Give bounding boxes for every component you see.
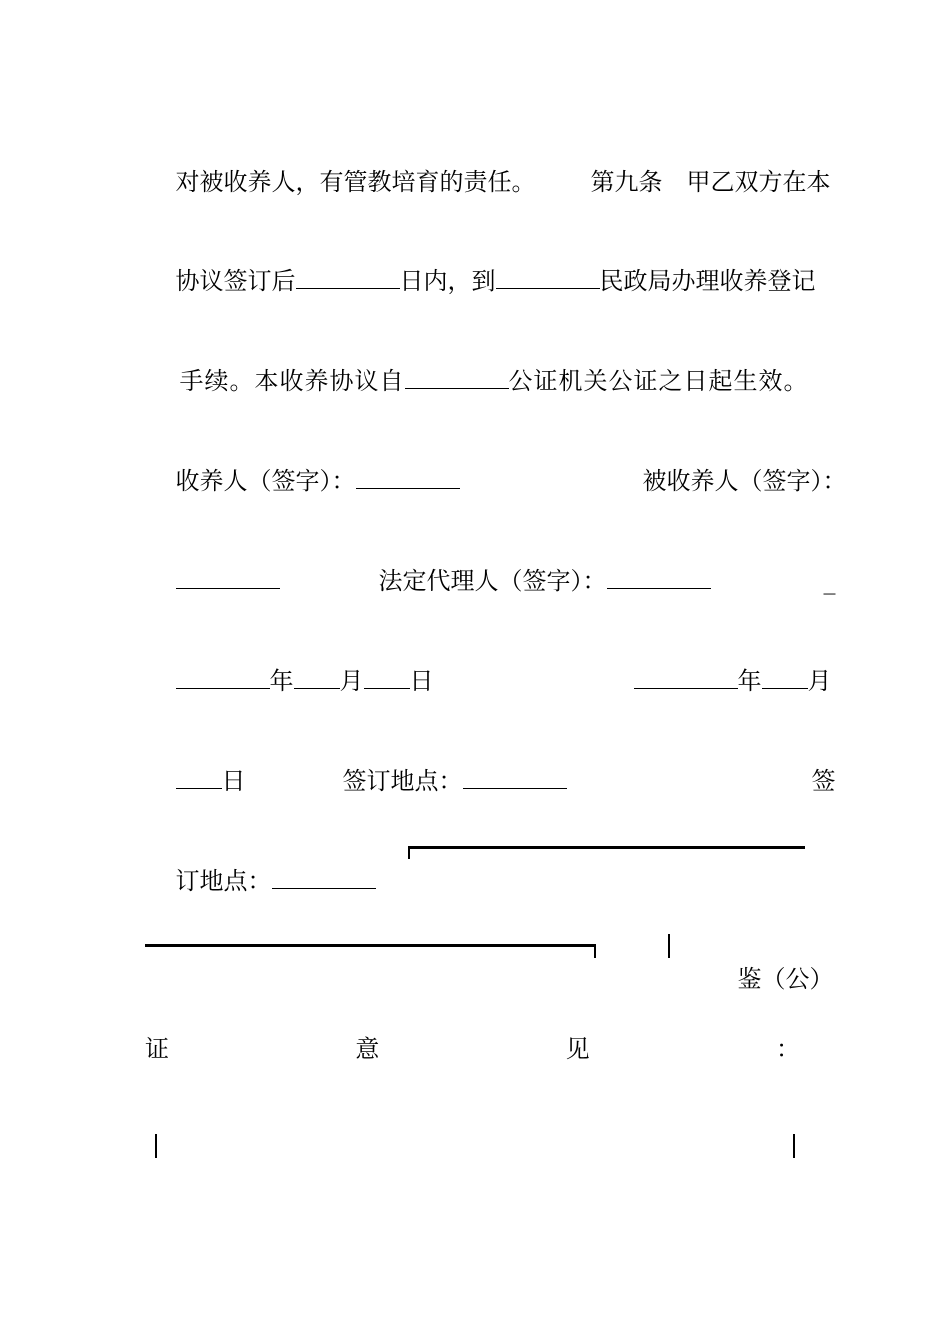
article-number: 第九条: [590, 168, 663, 196]
blank-notary: [405, 366, 509, 389]
blank-adopter-signature: [356, 466, 460, 489]
opinion-char-1: 证: [145, 1035, 169, 1063]
table-cell-divider: [668, 934, 670, 958]
notarization-label: 鉴（公）: [737, 965, 834, 993]
adoptee-signature-blank-line: [145, 536, 280, 626]
text-segment: 协议签订后: [175, 267, 296, 295]
date-line-left: [145, 636, 434, 726]
date-line-right: [603, 636, 832, 726]
adoptee-signature-label: [612, 436, 847, 526]
clause-text-line-1: [145, 137, 536, 227]
blank-days: [296, 266, 400, 289]
day-label: 日: [409, 667, 434, 695]
text-segment: 公证机关公证之日起生效。: [508, 367, 809, 395]
blank-signing-place-2: [272, 866, 376, 889]
blank-month-2: [762, 666, 808, 689]
table-left-border: [155, 1134, 157, 1158]
day-label-2: 日: [221, 767, 246, 795]
blank-year: [176, 666, 270, 689]
year-label: 年: [269, 667, 294, 695]
signing-place-label-2: 订地点：: [175, 867, 272, 895]
opinion-char-2: 意: [355, 1035, 380, 1063]
signing-place-label: 签订地点：: [342, 767, 463, 795]
blank-month: [294, 666, 340, 689]
table-right-border: [793, 1134, 795, 1158]
adopter-signature-line: [145, 436, 460, 526]
table-corner-tick: [408, 846, 410, 859]
text-segment: 民政局办理收养登记: [599, 267, 816, 295]
opinion-char-4: ：: [775, 1035, 800, 1063]
year-label-2: 年: [737, 667, 762, 695]
text-segment: 日内，到: [399, 267, 496, 295]
signing-place-line-2: [145, 836, 376, 926]
day-line: [145, 736, 246, 826]
blank-adoptee-signature: [176, 566, 280, 589]
notary-opinion-label: [145, 1034, 800, 1064]
guardian-signature-label: 法定代理人（签字）：: [378, 567, 607, 595]
blank-year-2: [634, 666, 738, 689]
clause-text: 对被收养人，有管教培育的责任。: [175, 168, 536, 196]
text-segment: 手续。本收养协议自: [179, 367, 405, 395]
signing-place-label-start: [781, 736, 836, 826]
article-nine-heading: [560, 137, 831, 227]
guardian-signature-line: [348, 536, 711, 626]
notarization-heading: [707, 934, 834, 1024]
table-horizontal-rule: [145, 944, 596, 947]
month-label: 月: [339, 667, 364, 695]
clause-text-line-2: [145, 236, 816, 326]
opinion-char-3: 见: [565, 1035, 590, 1063]
blank-guardian-signature: [607, 566, 711, 589]
adopter-signature-label: 收养人（签字）：: [175, 467, 356, 495]
table-top-border: [408, 846, 805, 849]
blank-day-2: [176, 766, 222, 789]
article-text: 甲乙双方在本: [686, 168, 831, 196]
blank-day: [364, 666, 410, 689]
adoptee-label-text: 被收养人（签字）：: [642, 467, 847, 495]
signing-place-line: [312, 736, 567, 826]
trailing-char: 签: [811, 767, 836, 795]
underscore-text: _: [823, 567, 836, 595]
blank-bureau: [496, 266, 600, 289]
month-label-2: 月: [807, 667, 832, 695]
clause-text-line-3: [145, 336, 809, 426]
trailing-underscore: [793, 536, 836, 626]
table-corner-tick-2: [594, 944, 596, 958]
blank-signing-place: [463, 766, 567, 789]
